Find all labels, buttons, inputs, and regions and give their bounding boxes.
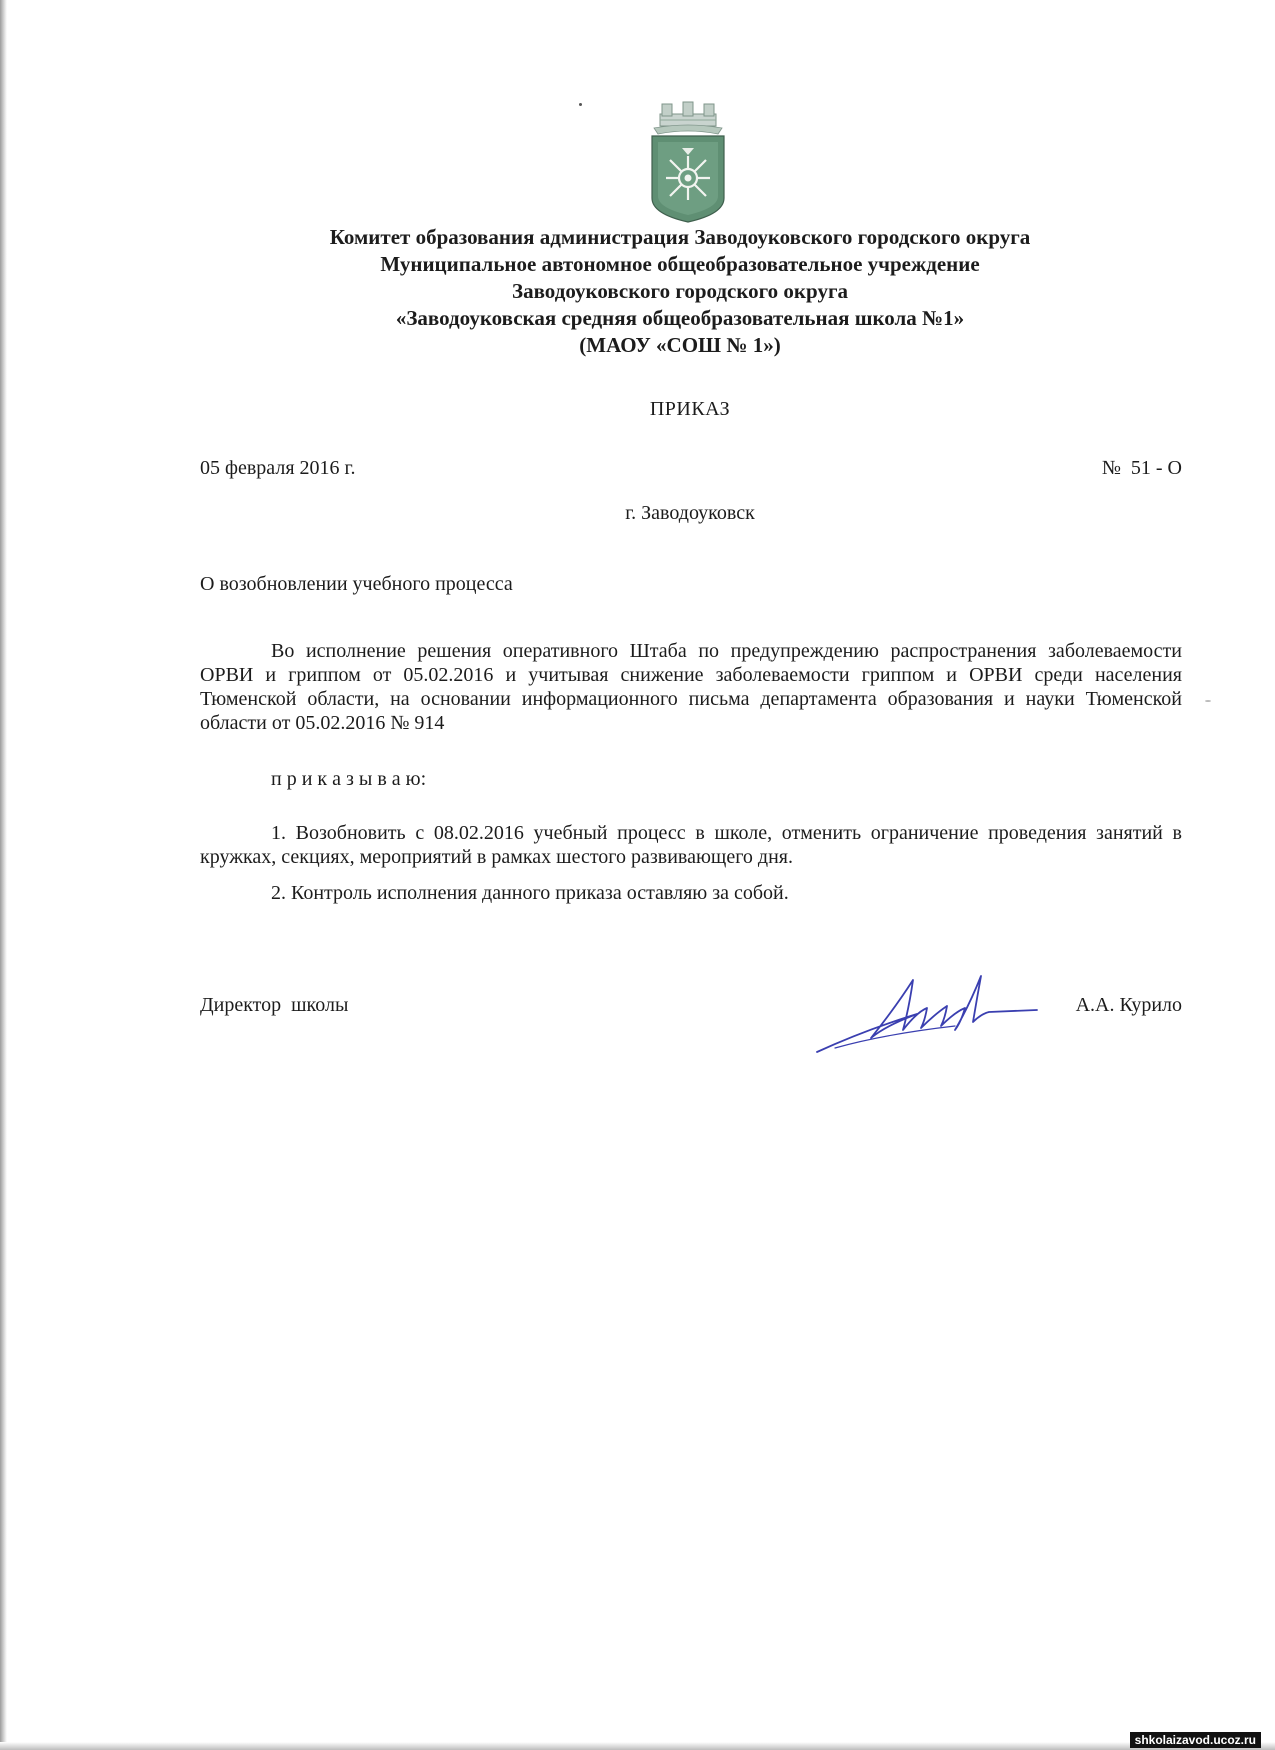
scan-speck [1205,700,1211,702]
signatory-position: Директор школы [200,994,349,1016]
document-number: № 51 - О [1101,457,1182,479]
scan-edge-left [0,0,7,1750]
header-line-committee: Комитет образования администрация Заводоуковского городского округа [329,225,1031,249]
order-command: п р и к а з ы в а ю: [271,768,427,790]
organization-header [180,224,1180,359]
scan-speck [579,103,582,106]
document-title: ПРИКАЗ [649,398,731,420]
header-line-school-name: «Заводоуковская средняя общеобразовательная школа №1» [395,306,965,330]
order-item: 2. Контроль исполнения данного приказа оставляю за собой. [271,882,789,904]
coat-of-arms-icon [646,100,730,224]
document-preamble: Во исполнение решения оперативного Штаба по предупреждению распространения заболеваемости ОРВИ и гриппом от 05.02.2016 и учитывая снижение заболеваемости гриппом и ОРВИ среди населения Тюменской области, на основании информационного письма департамента образования и науки Тюменской области от 05.02.2016 № 914 [200,640,1182,734]
document-subject: О возобновлении учебного процесса [200,573,513,595]
signatory-name: А.А. Курило [1075,994,1182,1016]
document-city: г. Заводоуковск [625,502,755,524]
header-line-institution: Муниципальное автономное общеобразовательное учреждение [380,252,980,276]
order-item: 1. Возобновить с 08.02.2016 учебный процесс в школе, отменить ограничение проведения занятий в кружках, секциях, мероприятий в рамках шестого развивающего дня. [200,822,1182,868]
document-date: 05 февраля 2016 г. [200,457,356,479]
handwritten-signature [805,968,1045,1060]
header-line-district: Заводоуковского городского округа [512,279,848,303]
site-watermark: shkolaizavod.ucoz.ru [1130,1732,1261,1748]
crown-icon [654,102,722,134]
scan-edge-bottom [0,1742,1275,1750]
header-line-abbreviation: (МАОУ «СОШ № 1») [579,333,781,357]
